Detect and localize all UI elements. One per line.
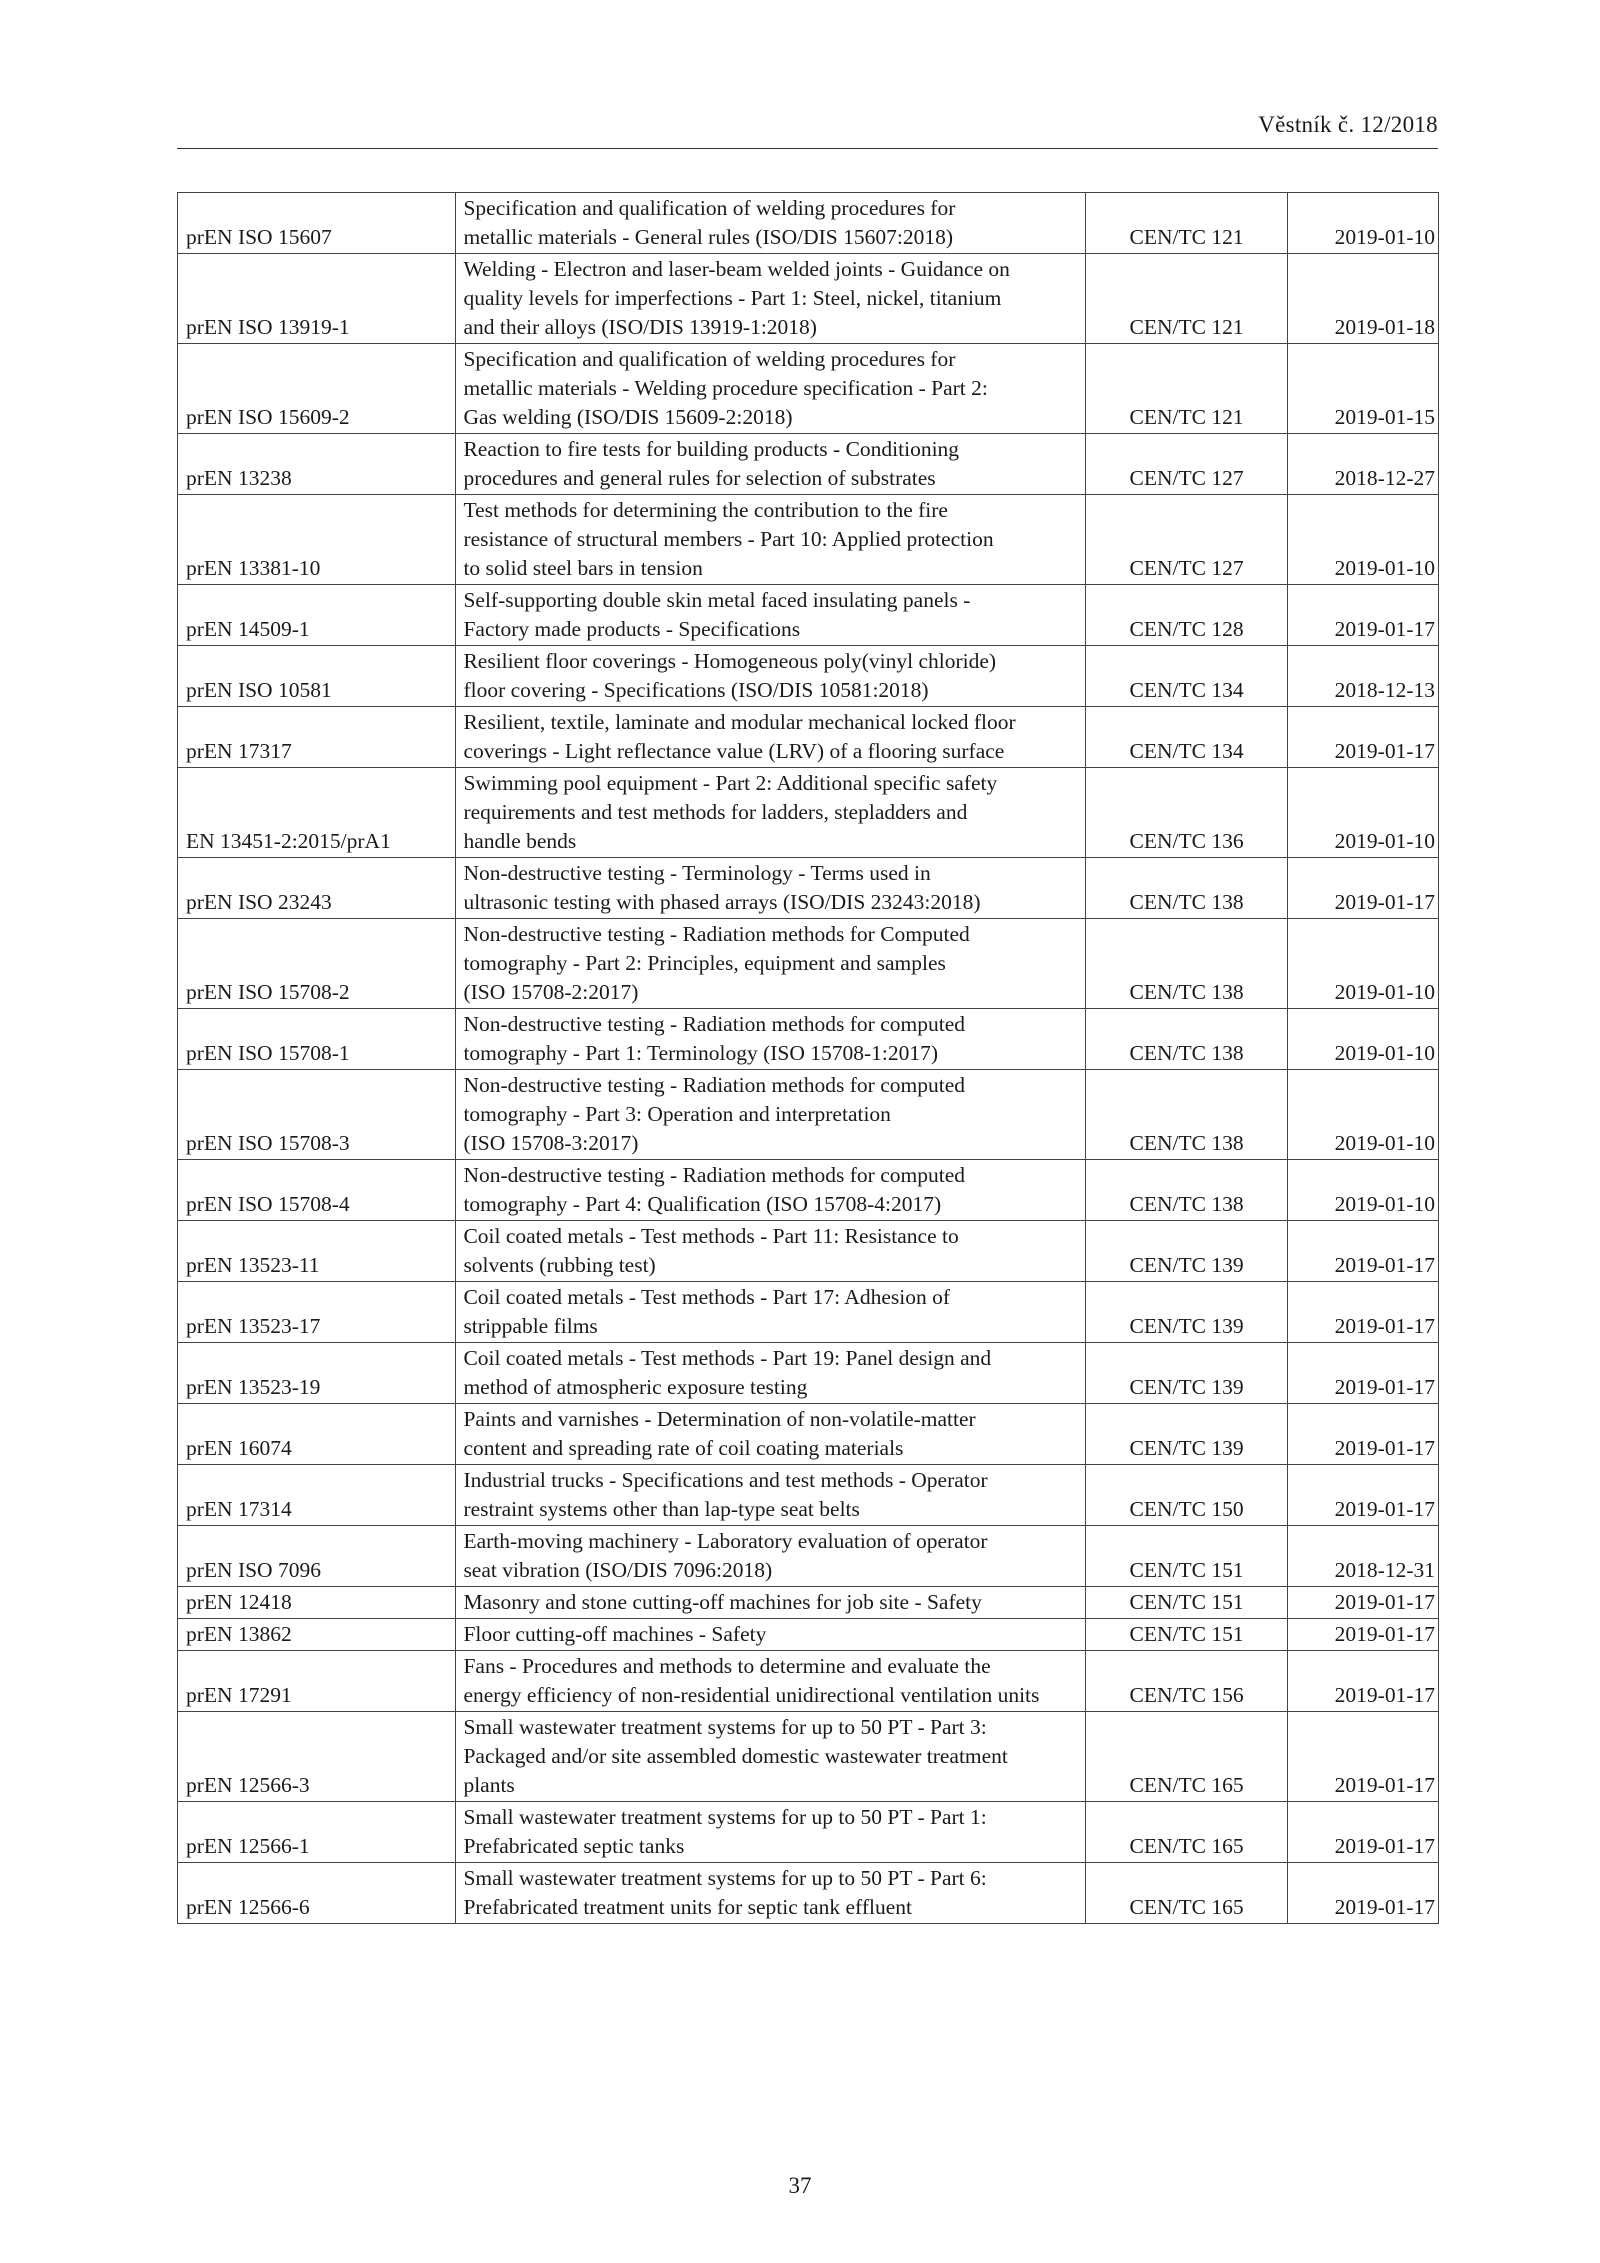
- standard-title: [456, 707, 1086, 768]
- technical-committee: CEN/TC 139: [1086, 1221, 1287, 1282]
- deadline-date: 2019-01-17: [1287, 1587, 1438, 1619]
- technical-committee: CEN/TC 127: [1086, 495, 1287, 585]
- standard-title: [456, 1343, 1086, 1404]
- table-row: [178, 1619, 1439, 1651]
- standard-code: prEN 16074: [178, 1404, 456, 1465]
- standard-title-line: Specification and qualification of welding procedures for: [463, 196, 956, 220]
- standard-title-line: Small wastewater treatment systems for up to 50 PT - Part 3:: [463, 1715, 987, 1739]
- deadline-date: 2019-01-17: [1287, 1221, 1438, 1282]
- standard-code: prEN 13523-17: [178, 1282, 456, 1343]
- standard-title: [456, 434, 1086, 495]
- technical-committee: CEN/TC 127: [1086, 434, 1287, 495]
- deadline-date: 2019-01-17: [1287, 585, 1438, 646]
- standard-title: [456, 1619, 1086, 1651]
- standard-title-line: Test methods for determining the contribution to the fire: [463, 498, 948, 522]
- standard-title: [456, 1221, 1086, 1282]
- standard-title-line: metallic materials - Welding procedure specification - Part 2:: [463, 376, 988, 400]
- standard-code: EN 13451-2:2015/prA1: [178, 768, 456, 858]
- table-row: [178, 768, 1439, 858]
- standard-title-line: Masonry and stone cutting-off machines for job site - Safety: [463, 1590, 982, 1614]
- technical-committee: CEN/TC 139: [1086, 1282, 1287, 1343]
- standard-title: [456, 1863, 1086, 1924]
- table-row: [178, 495, 1439, 585]
- standard-code: prEN 17291: [178, 1651, 456, 1712]
- standard-title-line: Small wastewater treatment systems for up to 50 PT - Part 6:: [463, 1866, 987, 1890]
- deadline-date: 2019-01-17: [1287, 1712, 1438, 1802]
- technical-committee: CEN/TC 165: [1086, 1863, 1287, 1924]
- table-row: [178, 858, 1439, 919]
- standard-title-line: restraint systems other than lap-type seat belts: [463, 1497, 860, 1521]
- standard-code: prEN 13523-11: [178, 1221, 456, 1282]
- standard-title-line: Gas welding (ISO/DIS 15609-2:2018): [463, 405, 793, 429]
- standard-title-line: to solid steel bars in tension: [463, 556, 703, 580]
- standard-title-line: resistance of structural members - Part 10: Applied protection: [463, 527, 994, 551]
- page-header: [177, 110, 1438, 149]
- table-row: [178, 1526, 1439, 1587]
- standard-title-line: Resilient floor coverings - Homogeneous poly(vinyl chloride): [463, 649, 997, 673]
- table-row: [178, 585, 1439, 646]
- standard-code: prEN 12418: [178, 1587, 456, 1619]
- technical-committee: CEN/TC 128: [1086, 585, 1287, 646]
- deadline-date: 2019-01-10: [1287, 919, 1438, 1009]
- technical-committee: CEN/TC 138: [1086, 1070, 1287, 1160]
- deadline-date: 2019-01-10: [1287, 193, 1438, 254]
- standard-title: [456, 1282, 1086, 1343]
- technical-committee: CEN/TC 151: [1086, 1619, 1287, 1651]
- technical-committee: CEN/TC 134: [1086, 646, 1287, 707]
- standard-code: prEN 13862: [178, 1619, 456, 1651]
- standard-title-line: Fans - Procedures and methods to determine and evaluate the: [463, 1654, 991, 1678]
- standard-title-line: Non-destructive testing - Terminology - Terms used in: [463, 861, 931, 885]
- standard-title-line: Swimming pool equipment - Part 2: Additional specific safety: [463, 771, 998, 795]
- standard-title: [456, 919, 1086, 1009]
- standard-code: prEN ISO 15708-2: [178, 919, 456, 1009]
- deadline-date: 2019-01-10: [1287, 1070, 1438, 1160]
- table-row: [178, 919, 1439, 1009]
- table-row: [178, 1863, 1439, 1924]
- standard-title-line: tomography - Part 1: Terminology (ISO 15708-1:2017): [463, 1041, 939, 1065]
- standards-table-body: [178, 193, 1439, 1924]
- standard-title-line: Specification and qualification of welding procedures for: [463, 347, 956, 371]
- table-row: [178, 1465, 1439, 1526]
- standard-title-line: handle bends: [463, 829, 577, 853]
- standard-title-line: tomography - Part 4: Qualification (ISO 15708-4:2017): [463, 1192, 942, 1216]
- deadline-date: 2019-01-17: [1287, 1343, 1438, 1404]
- bulletin-title: Věstník č. 12/2018: [1258, 112, 1438, 137]
- standard-code: prEN ISO 7096: [178, 1526, 456, 1587]
- standard-title-line: method of atmospheric exposure testing: [463, 1375, 808, 1399]
- deadline-date: 2018-12-13: [1287, 646, 1438, 707]
- standard-title-line: Self-supporting double skin metal faced insulating panels -: [463, 588, 971, 612]
- technical-committee: CEN/TC 156: [1086, 1651, 1287, 1712]
- standard-title: [456, 858, 1086, 919]
- standard-title: [456, 1651, 1086, 1712]
- standard-title-line: Non-destructive testing - Radiation methods for computed: [463, 1163, 965, 1187]
- table-row: [178, 1282, 1439, 1343]
- standard-title-line: seat vibration (ISO/DIS 7096:2018): [463, 1558, 773, 1582]
- standard-title-line: energy efficiency of non-residential unidirectional ventilation units: [463, 1683, 1040, 1707]
- deadline-date: 2019-01-10: [1287, 1009, 1438, 1070]
- technical-committee: CEN/TC 165: [1086, 1712, 1287, 1802]
- standard-title-line: Small wastewater treatment systems for up to 50 PT - Part 1:: [463, 1805, 987, 1829]
- standard-title-line: Industrial trucks - Specifications and test methods - Operator: [463, 1468, 988, 1492]
- technical-committee: CEN/TC 138: [1086, 1160, 1287, 1221]
- table-row: [178, 434, 1439, 495]
- standard-code: prEN 14509-1: [178, 585, 456, 646]
- standard-title-line: Paints and varnishes - Determination of non-volatile-matter: [463, 1407, 976, 1431]
- deadline-date: 2019-01-15: [1287, 344, 1438, 434]
- standard-title-line: coverings - Light reflectance value (LRV) of a flooring surface: [463, 739, 1005, 763]
- standard-title-line: quality levels for imperfections - Part 1: Steel, nickel, titanium: [463, 286, 1002, 310]
- standard-code: prEN ISO 23243: [178, 858, 456, 919]
- standard-title: [456, 768, 1086, 858]
- standard-title-line: Resilient, textile, laminate and modular mechanical locked floor: [463, 710, 1016, 734]
- standard-code: prEN 17317: [178, 707, 456, 768]
- deadline-date: 2019-01-18: [1287, 254, 1438, 344]
- standard-code: prEN ISO 10581: [178, 646, 456, 707]
- table-row: [178, 1221, 1439, 1282]
- table-row: [178, 1160, 1439, 1221]
- standard-title-line: requirements and test methods for ladders, stepladders and: [463, 800, 968, 824]
- standard-title-line: Non-destructive testing - Radiation methods for Computed: [463, 922, 970, 946]
- standard-title-line: tomography - Part 3: Operation and interpretation: [463, 1102, 891, 1126]
- standard-title: [456, 193, 1086, 254]
- table-row: [178, 1587, 1439, 1619]
- standard-title-line: Prefabricated treatment units for septic tank effluent: [463, 1895, 912, 1919]
- standard-title-line: Coil coated metals - Test methods - Part 19: Panel design and: [463, 1346, 992, 1370]
- standard-title-line: (ISO 15708-3:2017): [463, 1131, 639, 1155]
- technical-committee: CEN/TC 139: [1086, 1343, 1287, 1404]
- page-number: 37: [788, 2173, 812, 2198]
- standard-code: prEN 17314: [178, 1465, 456, 1526]
- standard-title-line: strippable films: [463, 1314, 598, 1338]
- standard-title-line: Floor cutting-off machines - Safety: [463, 1622, 767, 1646]
- standard-title-line: metallic materials - General rules (ISO/DIS 15607:2018): [463, 225, 954, 249]
- deadline-date: 2019-01-17: [1287, 1863, 1438, 1924]
- standard-title-line: (ISO 15708-2:2017): [463, 980, 639, 1004]
- standard-title-line: and their alloys (ISO/DIS 13919-1:2018): [463, 315, 817, 339]
- standard-title: [456, 1404, 1086, 1465]
- table-row: [178, 1802, 1439, 1863]
- deadline-date: 2019-01-10: [1287, 495, 1438, 585]
- standard-code: prEN 13381-10: [178, 495, 456, 585]
- standard-title-line: Coil coated metals - Test methods - Part 17: Adhesion of: [463, 1285, 950, 1309]
- standard-title-line: Factory made products - Specifications: [463, 617, 801, 641]
- deadline-date: 2019-01-17: [1287, 1619, 1438, 1651]
- standard-code: prEN ISO 15708-3: [178, 1070, 456, 1160]
- deadline-date: 2019-01-17: [1287, 1802, 1438, 1863]
- standard-code: prEN ISO 15708-4: [178, 1160, 456, 1221]
- table-row: [178, 1651, 1439, 1712]
- table-row: [178, 1343, 1439, 1404]
- standard-title: [456, 495, 1086, 585]
- table-row: [178, 254, 1439, 344]
- standard-code: prEN 13238: [178, 434, 456, 495]
- standard-title: [456, 344, 1086, 434]
- standard-code: prEN ISO 15607: [178, 193, 456, 254]
- deadline-date: 2018-12-27: [1287, 434, 1438, 495]
- technical-committee: CEN/TC 150: [1086, 1465, 1287, 1526]
- standard-title-line: Reaction to fire tests for building products - Conditioning: [463, 437, 960, 461]
- technical-committee: CEN/TC 121: [1086, 254, 1287, 344]
- standard-title: [456, 1070, 1086, 1160]
- technical-committee: CEN/TC 134: [1086, 707, 1287, 768]
- deadline-date: 2019-01-17: [1287, 1651, 1438, 1712]
- technical-committee: CEN/TC 151: [1086, 1526, 1287, 1587]
- standard-title: [456, 1160, 1086, 1221]
- technical-committee: CEN/TC 121: [1086, 344, 1287, 434]
- technical-committee: CEN/TC 139: [1086, 1404, 1287, 1465]
- standard-code: prEN 12566-6: [178, 1863, 456, 1924]
- standard-title-line: content and spreading rate of coil coating materials: [463, 1436, 904, 1460]
- standard-code: prEN 13523-19: [178, 1343, 456, 1404]
- standard-title: [456, 1802, 1086, 1863]
- standard-title: [456, 254, 1086, 344]
- technical-committee: CEN/TC 136: [1086, 768, 1287, 858]
- deadline-date: 2019-01-17: [1287, 1404, 1438, 1465]
- standard-code: prEN 12566-3: [178, 1712, 456, 1802]
- technical-committee: CEN/TC 121: [1086, 193, 1287, 254]
- deadline-date: 2019-01-17: [1287, 858, 1438, 919]
- standard-title-line: Non-destructive testing - Radiation methods for computed: [463, 1012, 965, 1036]
- standard-title: [456, 646, 1086, 707]
- standards-table: [177, 192, 1439, 1924]
- standard-title-line: floor covering - Specifications (ISO/DIS 10581:2018): [463, 678, 929, 702]
- deadline-date: 2019-01-10: [1287, 768, 1438, 858]
- standard-title-line: procedures and general rules for selection of substrates: [463, 466, 936, 490]
- standard-title: [456, 1587, 1086, 1619]
- deadline-date: 2019-01-10: [1287, 1160, 1438, 1221]
- technical-committee: CEN/TC 138: [1086, 919, 1287, 1009]
- standard-title-line: ultrasonic testing with phased arrays (ISO/DIS 23243:2018): [463, 890, 981, 914]
- standard-title-line: Earth-moving machinery - Laboratory evaluation of operator: [463, 1529, 988, 1553]
- table-row: [178, 1009, 1439, 1070]
- deadline-date: 2019-01-17: [1287, 1465, 1438, 1526]
- standard-code: prEN 12566-1: [178, 1802, 456, 1863]
- standard-title-line: solvents (rubbing test): [463, 1253, 656, 1277]
- technical-committee: CEN/TC 151: [1086, 1587, 1287, 1619]
- standard-title-line: Packaged and/or site assembled domestic wastewater treatment: [463, 1744, 1008, 1768]
- table-row: [178, 646, 1439, 707]
- standard-title: [456, 1009, 1086, 1070]
- deadline-date: 2019-01-17: [1287, 707, 1438, 768]
- table-row: [178, 707, 1439, 768]
- table-row: [178, 193, 1439, 254]
- standard-title: [456, 585, 1086, 646]
- technical-committee: CEN/TC 138: [1086, 1009, 1287, 1070]
- standard-code: prEN ISO 15708-1: [178, 1009, 456, 1070]
- deadline-date: 2019-01-17: [1287, 1282, 1438, 1343]
- standard-code: prEN ISO 13919-1: [178, 254, 456, 344]
- standard-title: [456, 1465, 1086, 1526]
- standard-title-line: Coil coated metals - Test methods - Part 11: Resistance to: [463, 1224, 959, 1248]
- standard-code: prEN ISO 15609-2: [178, 344, 456, 434]
- table-row: [178, 344, 1439, 434]
- standard-title-line: Welding - Electron and laser-beam welded joints - Guidance on: [463, 257, 1010, 281]
- table-row: [178, 1070, 1439, 1160]
- technical-committee: CEN/TC 138: [1086, 858, 1287, 919]
- technical-committee: CEN/TC 165: [1086, 1802, 1287, 1863]
- table-row: [178, 1712, 1439, 1802]
- deadline-date: 2018-12-31: [1287, 1526, 1438, 1587]
- standard-title: [456, 1526, 1086, 1587]
- standard-title-line: Prefabricated septic tanks: [463, 1834, 685, 1858]
- standard-title-line: Non-destructive testing - Radiation methods for computed: [463, 1073, 965, 1097]
- standard-title-line: tomography - Part 2: Principles, equipment and samples: [463, 951, 946, 975]
- standard-title: [456, 1712, 1086, 1802]
- standard-title-line: plants: [463, 1773, 515, 1797]
- table-row: [178, 1404, 1439, 1465]
